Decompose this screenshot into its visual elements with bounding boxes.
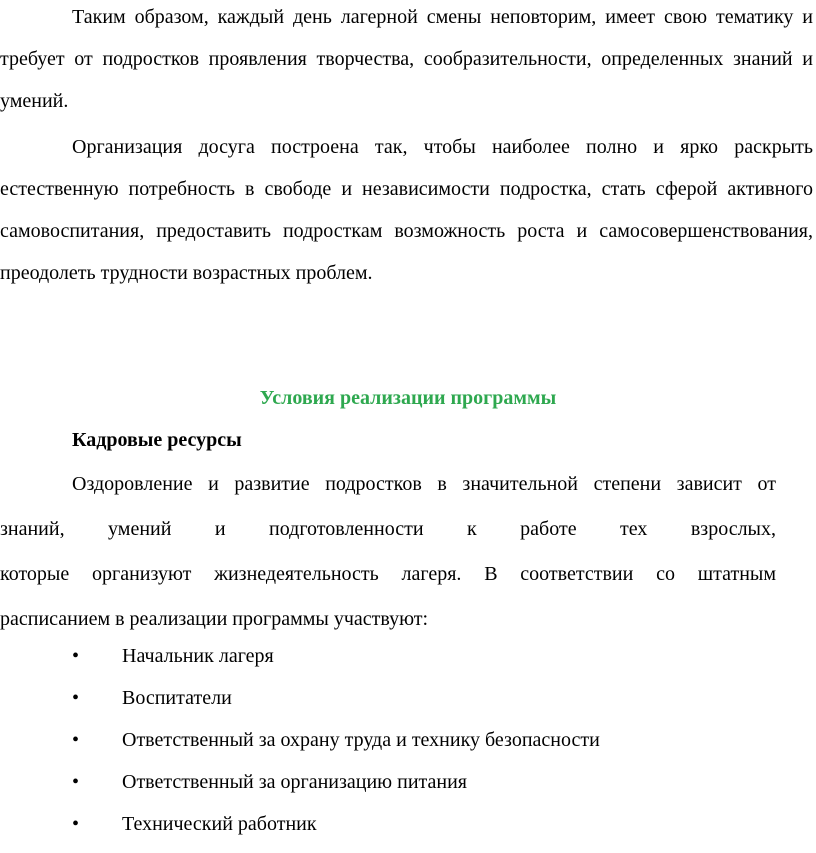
bullet-icon: • [72, 813, 80, 835]
list-item-text: Технический работник [122, 813, 317, 835]
paragraph-line: расписанием в реализации программы участвуют: [0, 608, 429, 630]
list-item [0, 719, 600, 761]
paragraph-leisure-organization: Организация досуга построена так, чтобы наиболее полно и ярко раскрыть естественную потребность в свободе и независимости подростка, стать сферой активного самовоспитания, предоставить подросткам возможность роста и самосовершенствования, преодолеть трудности возрастных проблем. [0, 136, 813, 284]
bullet-icon: • [72, 729, 80, 751]
paragraph-line: Оздоровление и развитие подростков в значительной степени зависит от [72, 473, 776, 495]
section-title: Условия реализации программы [259, 387, 557, 409]
list-item-text: Ответственный за охрану труда и технику безопасности [122, 729, 600, 751]
list-item [0, 761, 600, 803]
list-item [0, 803, 600, 845]
paragraph-line: которые организуют жизнедеятельность лагеря. В соответствии со штатным [0, 563, 776, 585]
paragraph-line: знаний, умений и подготовленности к работе тех взрослых, [0, 518, 776, 540]
list-item [0, 677, 600, 719]
paragraph-staff-intro [0, 462, 776, 642]
bullet-icon: • [72, 687, 80, 709]
list-item-text: Воспитатели [122, 687, 232, 709]
paragraph-daily-uniqueness: Таким образом, каждый день лагерной смены неповторим, имеет свою тематику и требует от подростков проявления творчества, сообразительности, определенных знаний и умений. [0, 6, 813, 112]
bullet-icon: • [72, 645, 80, 667]
list-item [0, 635, 600, 677]
staff-list [0, 635, 600, 845]
subheading-staff-resources: Кадровые ресурсы [72, 429, 242, 451]
list-item-text: Начальник лагеря [122, 645, 274, 667]
list-item-text: Ответственный за организацию питания [122, 771, 467, 793]
bullet-icon: • [72, 771, 80, 793]
